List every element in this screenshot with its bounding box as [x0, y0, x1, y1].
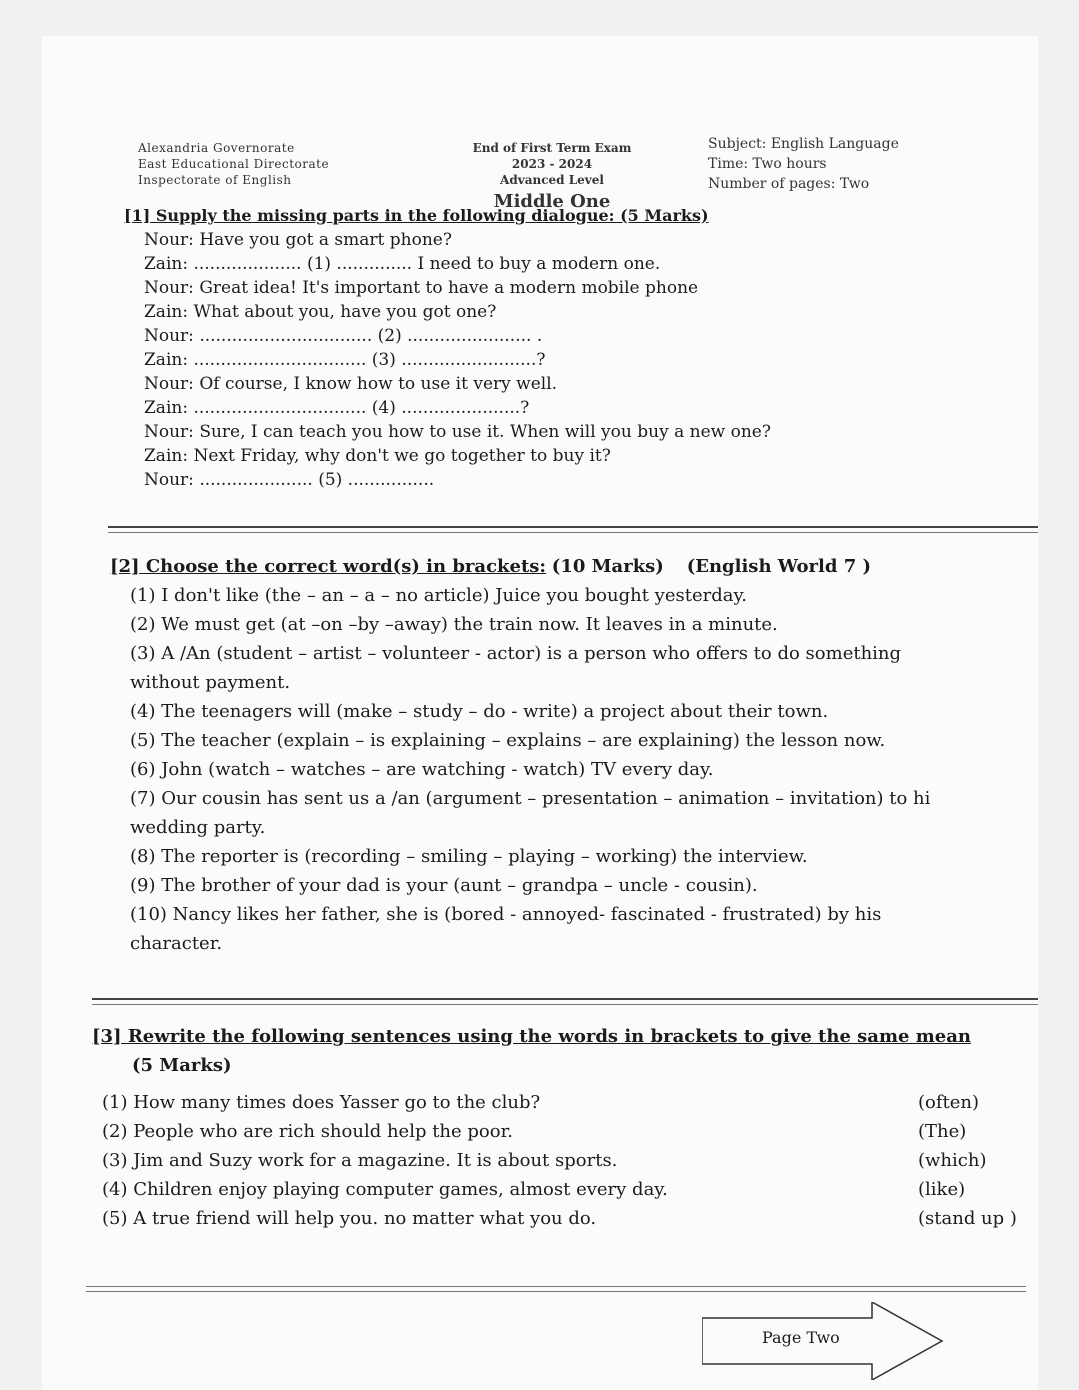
header-right-line: Subject: English Language	[708, 136, 899, 152]
page-indicator	[702, 1302, 992, 1380]
question-item: (7) Our cousin has sent us a /an (argument – presentation – animation – invitation) to hi	[130, 788, 931, 809]
question-item: (8) The reporter is (recording – smiling – playing – working) the interview.	[130, 846, 808, 867]
divider	[92, 1004, 1038, 1005]
section-2	[110, 552, 1020, 958]
rewrite-hint: (stand up )	[918, 1208, 1017, 1229]
divider	[108, 532, 1038, 533]
header-right-line: Number of pages: Two	[708, 176, 870, 192]
header-mid-line: End of First Term Exam	[472, 141, 632, 155]
dialogue-line: Nour: Have you got a smart phone?	[144, 230, 452, 250]
rewrite-hint: (like)	[918, 1179, 966, 1200]
header-mid-line: 2023 - 2024	[511, 157, 593, 171]
section-3-title: [3] Rewrite the following sentences using the words in brackets to give the same mean	[92, 1026, 971, 1047]
section-1	[124, 204, 984, 492]
rewrite-item	[92, 1146, 1038, 1175]
header-left	[138, 140, 329, 188]
question-item: (10) Nancy likes her father, she is (bored - annoyed- fascinated - frustrated) by his	[130, 904, 882, 925]
question-item: (1) I don't like (the – an – a – no article) Juice you bought yesterday.	[130, 585, 747, 606]
header-left-line: Alexandria Governorate	[138, 141, 295, 155]
header-left-line: Inspectorate of English	[138, 173, 292, 187]
dialogue-line: Nour: ................................ (2) ....................... .	[144, 326, 543, 346]
rewrite-hint: (The)	[918, 1121, 967, 1142]
section-3-marks: (5 Marks)	[132, 1055, 232, 1076]
section-1-title: [1] Supply the missing parts in the following dialogue: (5 Marks)	[124, 206, 709, 225]
dialogue-line: Zain: ................................ (3) .........................?	[144, 350, 546, 370]
divider	[108, 526, 1038, 528]
header-right-line: Time: Two hours	[708, 156, 827, 172]
question-item-cont: character.	[130, 933, 223, 954]
question-item: (3) A /An (student – artist – volunteer - actor) is a person who offers to do something	[130, 643, 902, 664]
arrow-right-icon	[702, 1302, 992, 1380]
rewrite-item	[92, 1117, 1038, 1146]
dialogue-line: Zain: .................... (1) .............. I need to buy a modern one.	[144, 254, 661, 274]
section-2-book: (English World 7 )	[686, 556, 872, 577]
question-item-cont: wedding party.	[130, 817, 266, 838]
rewrite-hint: (which)	[918, 1150, 987, 1171]
level-title: Middle One	[493, 191, 611, 212]
header-middle	[442, 140, 662, 210]
section-3	[92, 1022, 1038, 1233]
question-item: (9) The brother of your dad is your (aunt – grandpa – uncle - cousin).	[130, 875, 758, 896]
question-item: (5) The teacher (explain – is explaining – explains – are explaining) the lesson now.	[130, 730, 886, 751]
dialogue-line: Nour: Sure, I can teach you how to use it. When will you buy a new one?	[144, 422, 771, 442]
rewrite-item	[92, 1088, 1038, 1117]
rewrite-item	[92, 1175, 1038, 1204]
dialogue-line: Zain: What about you, have you got one?	[144, 302, 497, 322]
divider	[86, 1291, 1026, 1292]
section-2-marks: (10 Marks)	[551, 556, 664, 577]
divider	[86, 1286, 1026, 1287]
dialogue-line: Zain: Next Friday, why don't we go together to buy it?	[144, 446, 611, 466]
header-left-line: East Educational Directorate	[138, 157, 330, 171]
page-label: Page Two	[762, 1328, 840, 1347]
header-right	[708, 134, 899, 194]
rewrite-hint: (often)	[918, 1092, 980, 1113]
rewrite-item	[92, 1204, 1038, 1233]
header-mid-line: Advanced Level	[500, 173, 604, 187]
section-2-heading	[110, 552, 1020, 581]
question-item: (2) We must get (at –on –by –away) the train now. It leaves in a minute.	[130, 614, 778, 635]
rewrite-sentence: (2) People who are rich should help the poor.	[102, 1121, 513, 1142]
rewrite-sentence: (5) A true friend will help you. no matter what you do.	[102, 1208, 597, 1229]
dialogue-line: Nour: ..................... (5) ................	[144, 470, 435, 490]
question-item: (4) The teenagers will (make – study – do - write) a project about their town.	[130, 701, 829, 722]
dialogue-line: Nour: Of course, I know how to use it very well.	[144, 374, 558, 394]
rewrite-sentence: (3) Jim and Suzy work for a magazine. It is about sports.	[102, 1150, 618, 1171]
dialogue-line: Zain: ................................ (4) ......................?	[144, 398, 530, 418]
question-item: (6) John (watch – watches – are watching - watch) TV every day.	[130, 759, 714, 780]
exam-sheet	[42, 36, 1038, 1390]
dialogue-line: Nour: Great idea! It's important to have a modern mobile phone	[144, 278, 699, 298]
section-2-title: [2] Choose the correct word(s) in brackets:	[110, 556, 547, 577]
rewrite-sentence: (4) Children enjoy playing computer games, almost every day.	[102, 1179, 668, 1200]
question-item-cont: without payment.	[130, 672, 291, 693]
divider	[92, 998, 1038, 1000]
rewrite-sentence: (1) How many times does Yasser go to the club?	[102, 1092, 541, 1113]
